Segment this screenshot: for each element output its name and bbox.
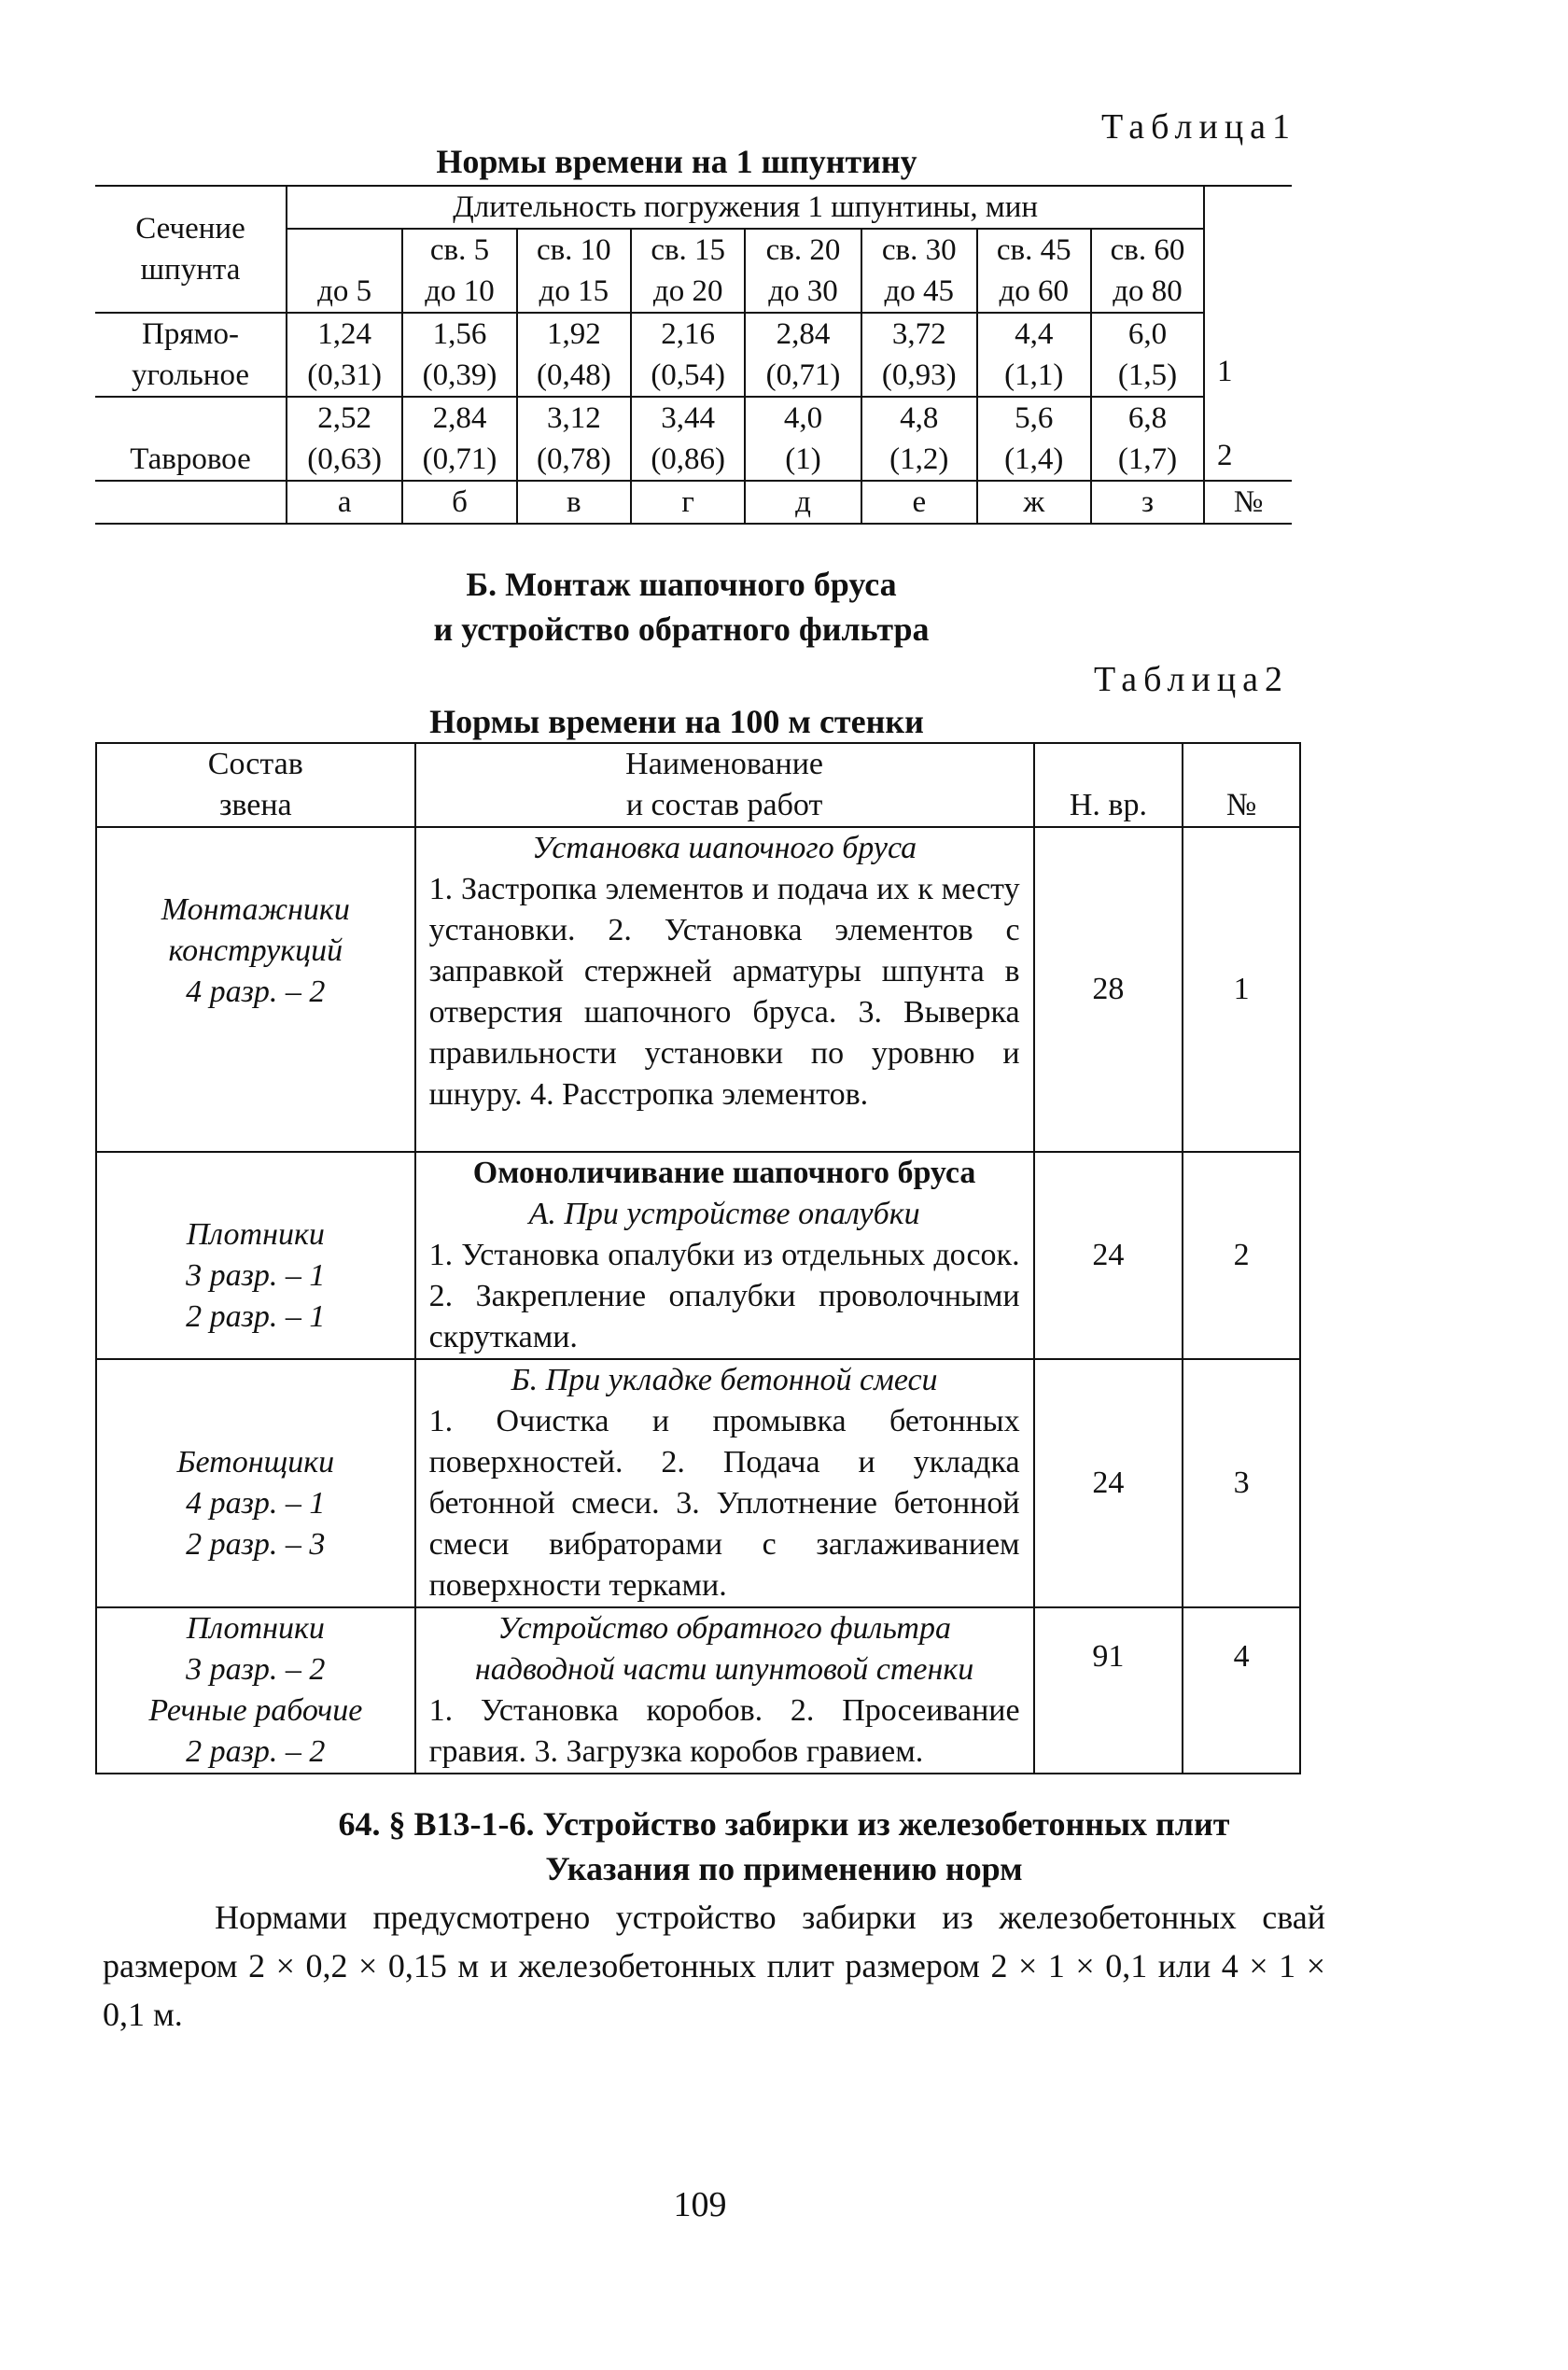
crew-cell: Бетонщики 4 разр. – 1 2 разр. – 3 <box>96 1359 415 1607</box>
header-crew: Состав звена <box>96 743 415 827</box>
num-label: № <box>1204 481 1292 524</box>
table2 <box>95 742 1301 1774</box>
column-letter: ж <box>977 481 1091 524</box>
range-cell: св. 60 до 80 <box>1091 229 1205 313</box>
header-work: Наименование и состав работ <box>415 743 1034 827</box>
row-number: 2 <box>1183 1152 1300 1359</box>
value-cell: 1,56 (0,39) <box>402 313 516 397</box>
section-b-heading: Б. Монтаж шапочного бруса и устройство обратного фильтра <box>433 566 930 648</box>
header-num: № <box>1183 743 1300 827</box>
table1-section-header: Сечение шпунта <box>95 186 287 313</box>
norm-value: 28 <box>1034 827 1183 1152</box>
value-cell: 2,84 (0,71) <box>402 397 516 481</box>
norm-value: 24 <box>1034 1152 1183 1359</box>
range-cell: св. 20 до 30 <box>745 229 861 313</box>
value-cell: 2,84 (0,71) <box>745 313 861 397</box>
row-number: 3 <box>1183 1359 1300 1607</box>
range-cell: св. 5 до 10 <box>402 229 516 313</box>
work-cell: Устройство обратного фильтра надводной части шпунтовой стенки 1. Установка коробов. 2. Просеивание гравия. 3. Загрузка коробов гравием. <box>415 1607 1034 1774</box>
work-cell: Омоноличивание шапочного бруса А. При устройстве опалубки 1. Установка опалубки из отдельных досок. 2. Закрепление опалубки проволочными скрутками. <box>415 1152 1034 1359</box>
page-number: 109 <box>673 2185 727 2224</box>
table1-num-col <box>1204 186 1292 481</box>
section-64-paragraph: Нормами предусмотрено устройство забирки из железобетонных свай размером 2 × 0,2 × 0,15 м и железобетонных плит размером 2 × 1 × 0,1 или 4 × 1 × 0,1 м. <box>103 1899 1325 2033</box>
table2-title: Нормы времени на 100 м стенки <box>429 703 924 740</box>
table1-title: Нормы времени на 1 шпунтину <box>436 143 917 180</box>
header-norm: Н. вр. <box>1034 743 1183 827</box>
value-cell: 2,52 (0,63) <box>287 397 402 481</box>
range-cell: св. 45 до 60 <box>977 229 1091 313</box>
section-rect: Прямо-угольное <box>95 313 287 397</box>
column-letter: а <box>287 481 402 524</box>
value-cell: 4,4 (1,1) <box>977 313 1091 397</box>
table1 <box>95 185 1292 525</box>
value-cell: 5,6 (1,4) <box>977 397 1091 481</box>
range-cell: до 5 <box>287 229 402 313</box>
column-letter: з <box>1091 481 1205 524</box>
row-number: 4 <box>1183 1607 1300 1774</box>
value-cell: 6,8 (1,7) <box>1091 397 1205 481</box>
value-cell: 3,12 (0,78) <box>517 397 631 481</box>
work-cell: Б. При укладке бетонной смеси 1. Очистка и промывка бетонных поверхностей. 2. Подача и укладка бетонной смеси. 3. Уплотнение бетонной смеси вибраторами с заглаживанием поверхности терками. <box>415 1359 1034 1607</box>
table1-duration-header: Длительность погружения 1 шпунтины, мин <box>287 186 1204 229</box>
section-tee: Тавровое <box>95 397 287 481</box>
crew-cell: Плотники 3 разр. – 1 2 разр. – 1 <box>96 1152 415 1359</box>
column-letter: б <box>402 481 516 524</box>
letters-blank <box>95 481 287 524</box>
table2-label: Таблица2 <box>1094 660 1290 699</box>
norm-value: 24 <box>1034 1359 1183 1607</box>
work-cell: Установка шапочного бруса 1. Застропка элементов и подача их к месту установки. 2. Установка элементов с заправкой стержней арматуры шпунта в отверстия шапочного бруса. 3. Выверка правильности установки по уровню и шнуру. 4. Расстропка элементов. <box>415 827 1034 1152</box>
column-letter: е <box>861 481 977 524</box>
table1-row-num: 2 <box>1217 439 1233 472</box>
value-cell: 3,72 (0,93) <box>861 313 977 397</box>
range-cell: св. 15 до 20 <box>631 229 745 313</box>
crew-cell: Монтажники конструкций 4 разр. – 2 <box>96 827 415 1152</box>
value-cell: 4,0 (1) <box>745 397 861 481</box>
column-letter: д <box>745 481 861 524</box>
value-cell: 1,92 (0,48) <box>517 313 631 397</box>
table1-label: Таблица1 <box>1101 107 1297 147</box>
value-cell: 6,0 (1,5) <box>1091 313 1205 397</box>
norm-value: 91 <box>1034 1607 1183 1774</box>
crew-cell: Плотники 3 разр. – 2 Речные рабочие 2 разр. – 2 <box>96 1607 415 1774</box>
range-cell: св. 30 до 45 <box>861 229 977 313</box>
value-cell: 4,8 (1,2) <box>861 397 977 481</box>
value-cell: 2,16 (0,54) <box>631 313 745 397</box>
value-cell: 1,24 (0,31) <box>287 313 402 397</box>
section-64-heading: 64. § В13-1-6. Устройство забирки из железобетонных плит Указания по применению норм <box>338 1805 1230 1887</box>
value-cell: 3,44 (0,86) <box>631 397 745 481</box>
column-letter: г <box>631 481 745 524</box>
column-letter: в <box>517 481 631 524</box>
range-cell: св. 10 до 15 <box>517 229 631 313</box>
table1-row-num: 1 <box>1217 355 1233 388</box>
row-number: 1 <box>1183 827 1300 1152</box>
